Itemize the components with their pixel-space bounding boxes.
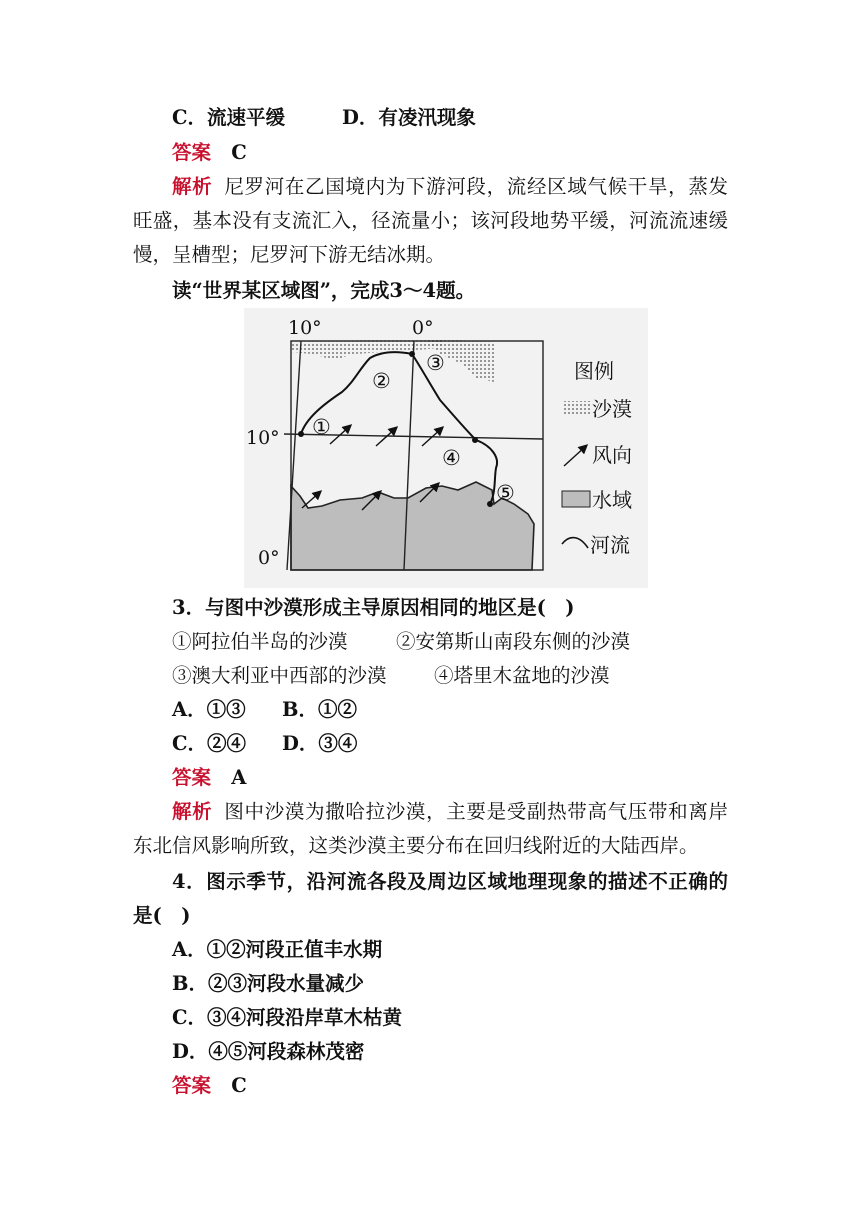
option-d: D．有凌汛现象 — [342, 106, 476, 129]
q3-item-3: ③澳大利亚中西部的沙漠 — [172, 664, 387, 687]
q3-answer-label: 答案 — [172, 766, 212, 789]
q3-option-a: A．①③ — [172, 698, 246, 721]
q3-stem: 3．与图中沙漠形成主导原因相同的地区是( ) — [172, 596, 575, 619]
q4-option-b: B．②③河段水量减少 — [172, 972, 364, 995]
q4-answer-label: 答案 — [172, 1074, 212, 1097]
answer-row — [172, 141, 247, 165]
point-3-dot — [409, 351, 415, 357]
point-5-dot — [487, 501, 493, 507]
legend-river-label: 河流 — [590, 533, 630, 557]
option-c: C．流速平缓 — [172, 106, 286, 129]
q3-item-4: ④塔里木盆地的沙漠 — [434, 664, 610, 687]
legend-desert-swatch — [562, 401, 590, 415]
point-2-label: ② — [372, 369, 391, 393]
lat-label-0: 0° — [258, 547, 280, 569]
analysis-label: 解析 — [172, 175, 213, 198]
q3-analysis-line-1 — [172, 800, 728, 824]
point-1-label: ① — [312, 415, 331, 439]
answer-label: 答案 — [172, 141, 212, 164]
q3-analysis-text-1: 图中沙漠为撒哈拉沙漠，主要是受副热带高气压带和离岸 — [224, 800, 728, 823]
legend-water-swatch — [562, 491, 590, 507]
legend-title: 图例 — [574, 359, 614, 383]
q4-option-c: C．③④河段沿岸草木枯黄 — [172, 1006, 403, 1029]
analysis-line-1 — [172, 175, 728, 199]
point-4-label: ④ — [442, 446, 461, 470]
q3-analysis-label: 解析 — [172, 800, 213, 823]
analysis-text-1: 尼罗河在乙国境内为下游河段，流经区域气候干旱，蒸发 — [224, 175, 728, 198]
analysis-line-3: 慢，呈槽型；尼罗河下游无结冰期。 — [133, 243, 446, 266]
legend-water-label: 水域 — [592, 488, 632, 512]
point-5-label: ⑤ — [496, 481, 515, 505]
answer-value: C — [231, 141, 247, 164]
q4-option-a: A．①②河段正值丰水期 — [172, 938, 383, 961]
q4-option-d: D．④⑤河段森林茂密 — [172, 1040, 365, 1063]
point-4-dot — [472, 437, 478, 443]
legend-wind-label: 风向 — [592, 443, 632, 467]
legend-desert-label: 沙漠 — [592, 397, 632, 421]
map-svg — [244, 308, 648, 588]
q3-option-d: D．③④ — [282, 732, 358, 755]
point-3-label: ③ — [426, 351, 445, 375]
q3-option-b: B．①② — [282, 698, 357, 721]
q3-answer-row — [172, 766, 246, 790]
q4-stem-line-2: 是( ) — [133, 904, 191, 927]
point-1-dot — [298, 431, 304, 437]
lon-label-10: 10° — [288, 317, 322, 339]
q3-answer-value: A — [231, 766, 247, 789]
q4-stem-line-1: 4．图示季节，沿河流各段及周边区域地理现象的描述不正确的 — [172, 870, 728, 893]
q3-item-2: ②安第斯山南段东侧的沙漠 — [396, 630, 631, 653]
intro-text: 读“世界某区域图”，完成3～4题。 — [172, 279, 476, 302]
lon-label-0: 0° — [412, 317, 434, 339]
q3-analysis-line-2: 东北信风影响所致，这类沙漠主要分布在回归线附近的大陆西岸。 — [133, 834, 699, 857]
q3-item-1: ①阿拉伯半岛的沙漠 — [172, 630, 348, 653]
q4-answer-row — [172, 1074, 247, 1098]
q4-answer-value: C — [231, 1074, 247, 1097]
lat-label-10: 10° — [246, 427, 280, 449]
q3-option-c: C．②④ — [172, 732, 247, 755]
world-region-map — [244, 308, 648, 588]
analysis-line-2: 旺盛，基本没有支流汇入，径流量小；该河段地势平缓，河流流速缓 — [133, 209, 728, 232]
